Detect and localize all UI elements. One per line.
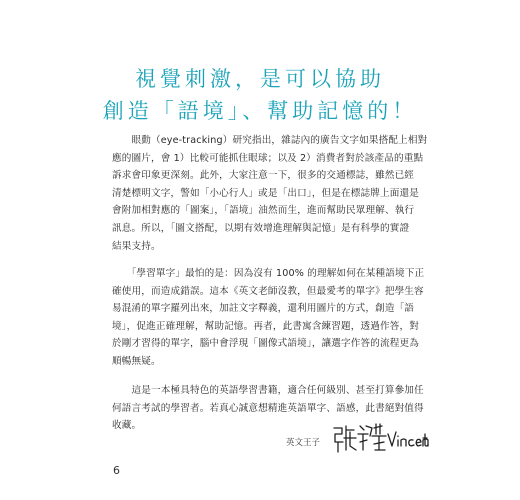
paragraph-line: 清楚標明文字，警如「小心行人」或是「出口」，但是在標誌牌上面還是: [112, 187, 419, 199]
heading-line-1: 視覺刺激，是可以協助: [135, 67, 385, 91]
paragraph-line: 何語言考試的學習者。若真心誠意想精進英語單字、語感，此書絕對值得: [112, 402, 424, 414]
paragraph-line: 於剛才習得的單字，腦中會浮現「圖像式語境」，讓選字作答的流程更為: [112, 338, 419, 350]
paragraph-learning-words: [112, 265, 437, 371]
paragraph-eye-tracking: [112, 132, 437, 255]
paragraph-line: 確使用，而造成錯誤。這本《英文老師沒教，但最愛考的單字》把學生容: [112, 285, 424, 297]
paragraph-line: 順暢無疑。: [112, 355, 161, 367]
paragraph-line: 應的圖片，會 1）比較可能抓住眼球；以及 2）消費者對於該產品的重點: [112, 152, 424, 164]
paragraph-line: 易混淆的單字羅列出來，加註文字釋義，還利用圖片的方式，創造「語: [112, 303, 415, 315]
paragraph-line: 這是一本極具特色的英語學習書籍，適合任何級別、甚至打算參加任: [112, 385, 424, 396]
paragraph-line: 「學習單字」最怕的是：因為沒有 100% 的理解如何在某種語境下正: [112, 268, 425, 279]
paragraph-line: 收藏。: [112, 420, 142, 432]
heading-line-2: 創造「語境」、幫助記憶的！: [102, 99, 418, 123]
page-number: 6: [113, 464, 120, 477]
paragraph-line: 結果支持。: [112, 240, 161, 252]
paragraph-line: 境」，促進正確理解，幫助記憶。再者，此書寓含練習題，透過作答，對: [112, 320, 419, 332]
author-title: 英文王子: [286, 438, 321, 448]
paragraph-line: 會附加相對應的「圖案」，「語境」油然而生，進而幫助民眾理解、執行: [112, 205, 415, 217]
handwritten-signature: [330, 420, 430, 456]
paragraph-line: 訊息。所以，「圖文搭配，以期有效增進理解與記憶」是有科學的實證: [112, 222, 410, 234]
paragraph-line: 眼動（eye-tracking）研究指出，雜誌內的廣告文字如果搭配上相對: [112, 135, 428, 146]
paragraph-line: 訴求會印象更深刻。此外，大家注意一下，很多的交通標誌，雖然已經: [112, 170, 415, 182]
